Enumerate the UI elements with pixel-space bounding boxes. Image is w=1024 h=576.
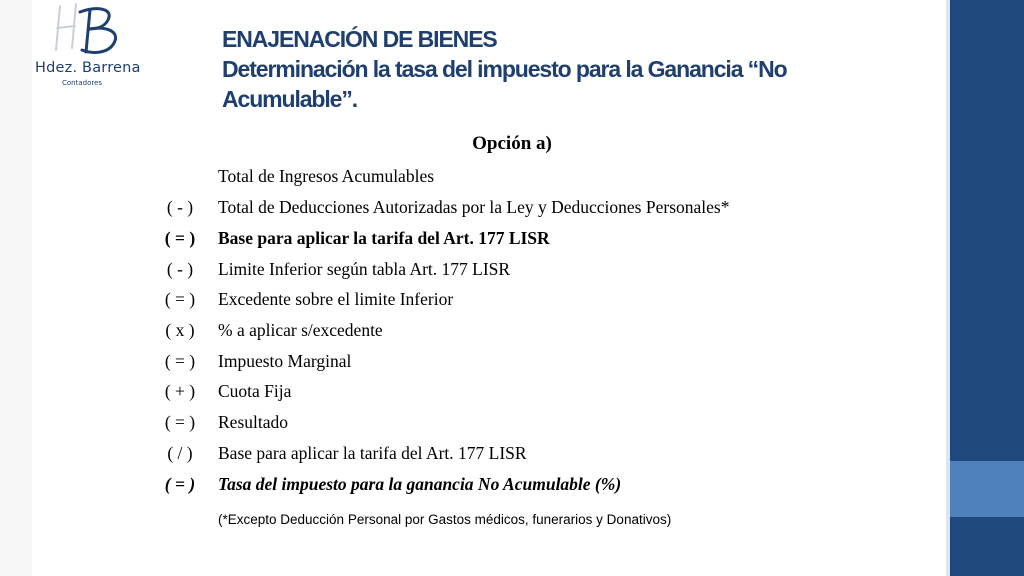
row-text: Total de Ingresos Acumulables (218, 166, 435, 186)
row-operator: ( - ) (166, 259, 194, 279)
brand-subtitle: Contadores (62, 79, 103, 87)
row-operator: ( / ) (167, 443, 193, 463)
row-text: Limite Inferior según tabla Art. 177 LISR (218, 259, 511, 279)
footnote: (*Excepto Deducción Personal por Gastos médicos, funerarios y Donativos) (218, 512, 672, 527)
row-text: Resultado (218, 412, 288, 432)
row-text: Total de Deducciones Autorizadas por la Ley y Deducciones Personales* (218, 197, 730, 217)
row-operator: ( = ) (164, 412, 196, 432)
title-line-3: Acumulable”. (222, 86, 358, 112)
row-operator: ( = ) (164, 228, 196, 248)
row-text: Tasa del impuesto para la ganancia No Acumulable (%) (218, 474, 622, 494)
slide-title (222, 24, 922, 114)
row-operator: ( = ) (164, 351, 196, 371)
bar-accent-block (950, 461, 1024, 517)
row-operator: ( x ) (165, 320, 195, 340)
row-operator: ( = ) (164, 289, 196, 309)
row-text: Cuota Fija (218, 381, 292, 401)
title-line-1: ENAJENACIÓN DE BIENES (222, 26, 497, 52)
row-operator: ( = ) (164, 474, 196, 494)
row-text: Excedente sobre el limite Inferior (218, 289, 454, 309)
left-margin-strip (0, 0, 32, 576)
row-text: Base para aplicar la tarifa del Art. 177 LISR (218, 228, 550, 248)
row-text: Base para aplicar la tarifa del Art. 177 LISR (218, 443, 527, 463)
right-decorative-bar (946, 0, 1024, 576)
row-operator: ( - ) (166, 197, 194, 217)
title-line-2: Determinación la tasa del impuesto para la Ganancia “No (222, 56, 787, 82)
row-operator: ( + ) (164, 381, 196, 401)
brand-name: Hdez. Barrena (35, 60, 141, 76)
row-text: Impuesto Marginal (218, 351, 352, 371)
row-text: % a aplicar s/excedente (218, 320, 383, 340)
option-heading: Opción a) (472, 133, 552, 154)
